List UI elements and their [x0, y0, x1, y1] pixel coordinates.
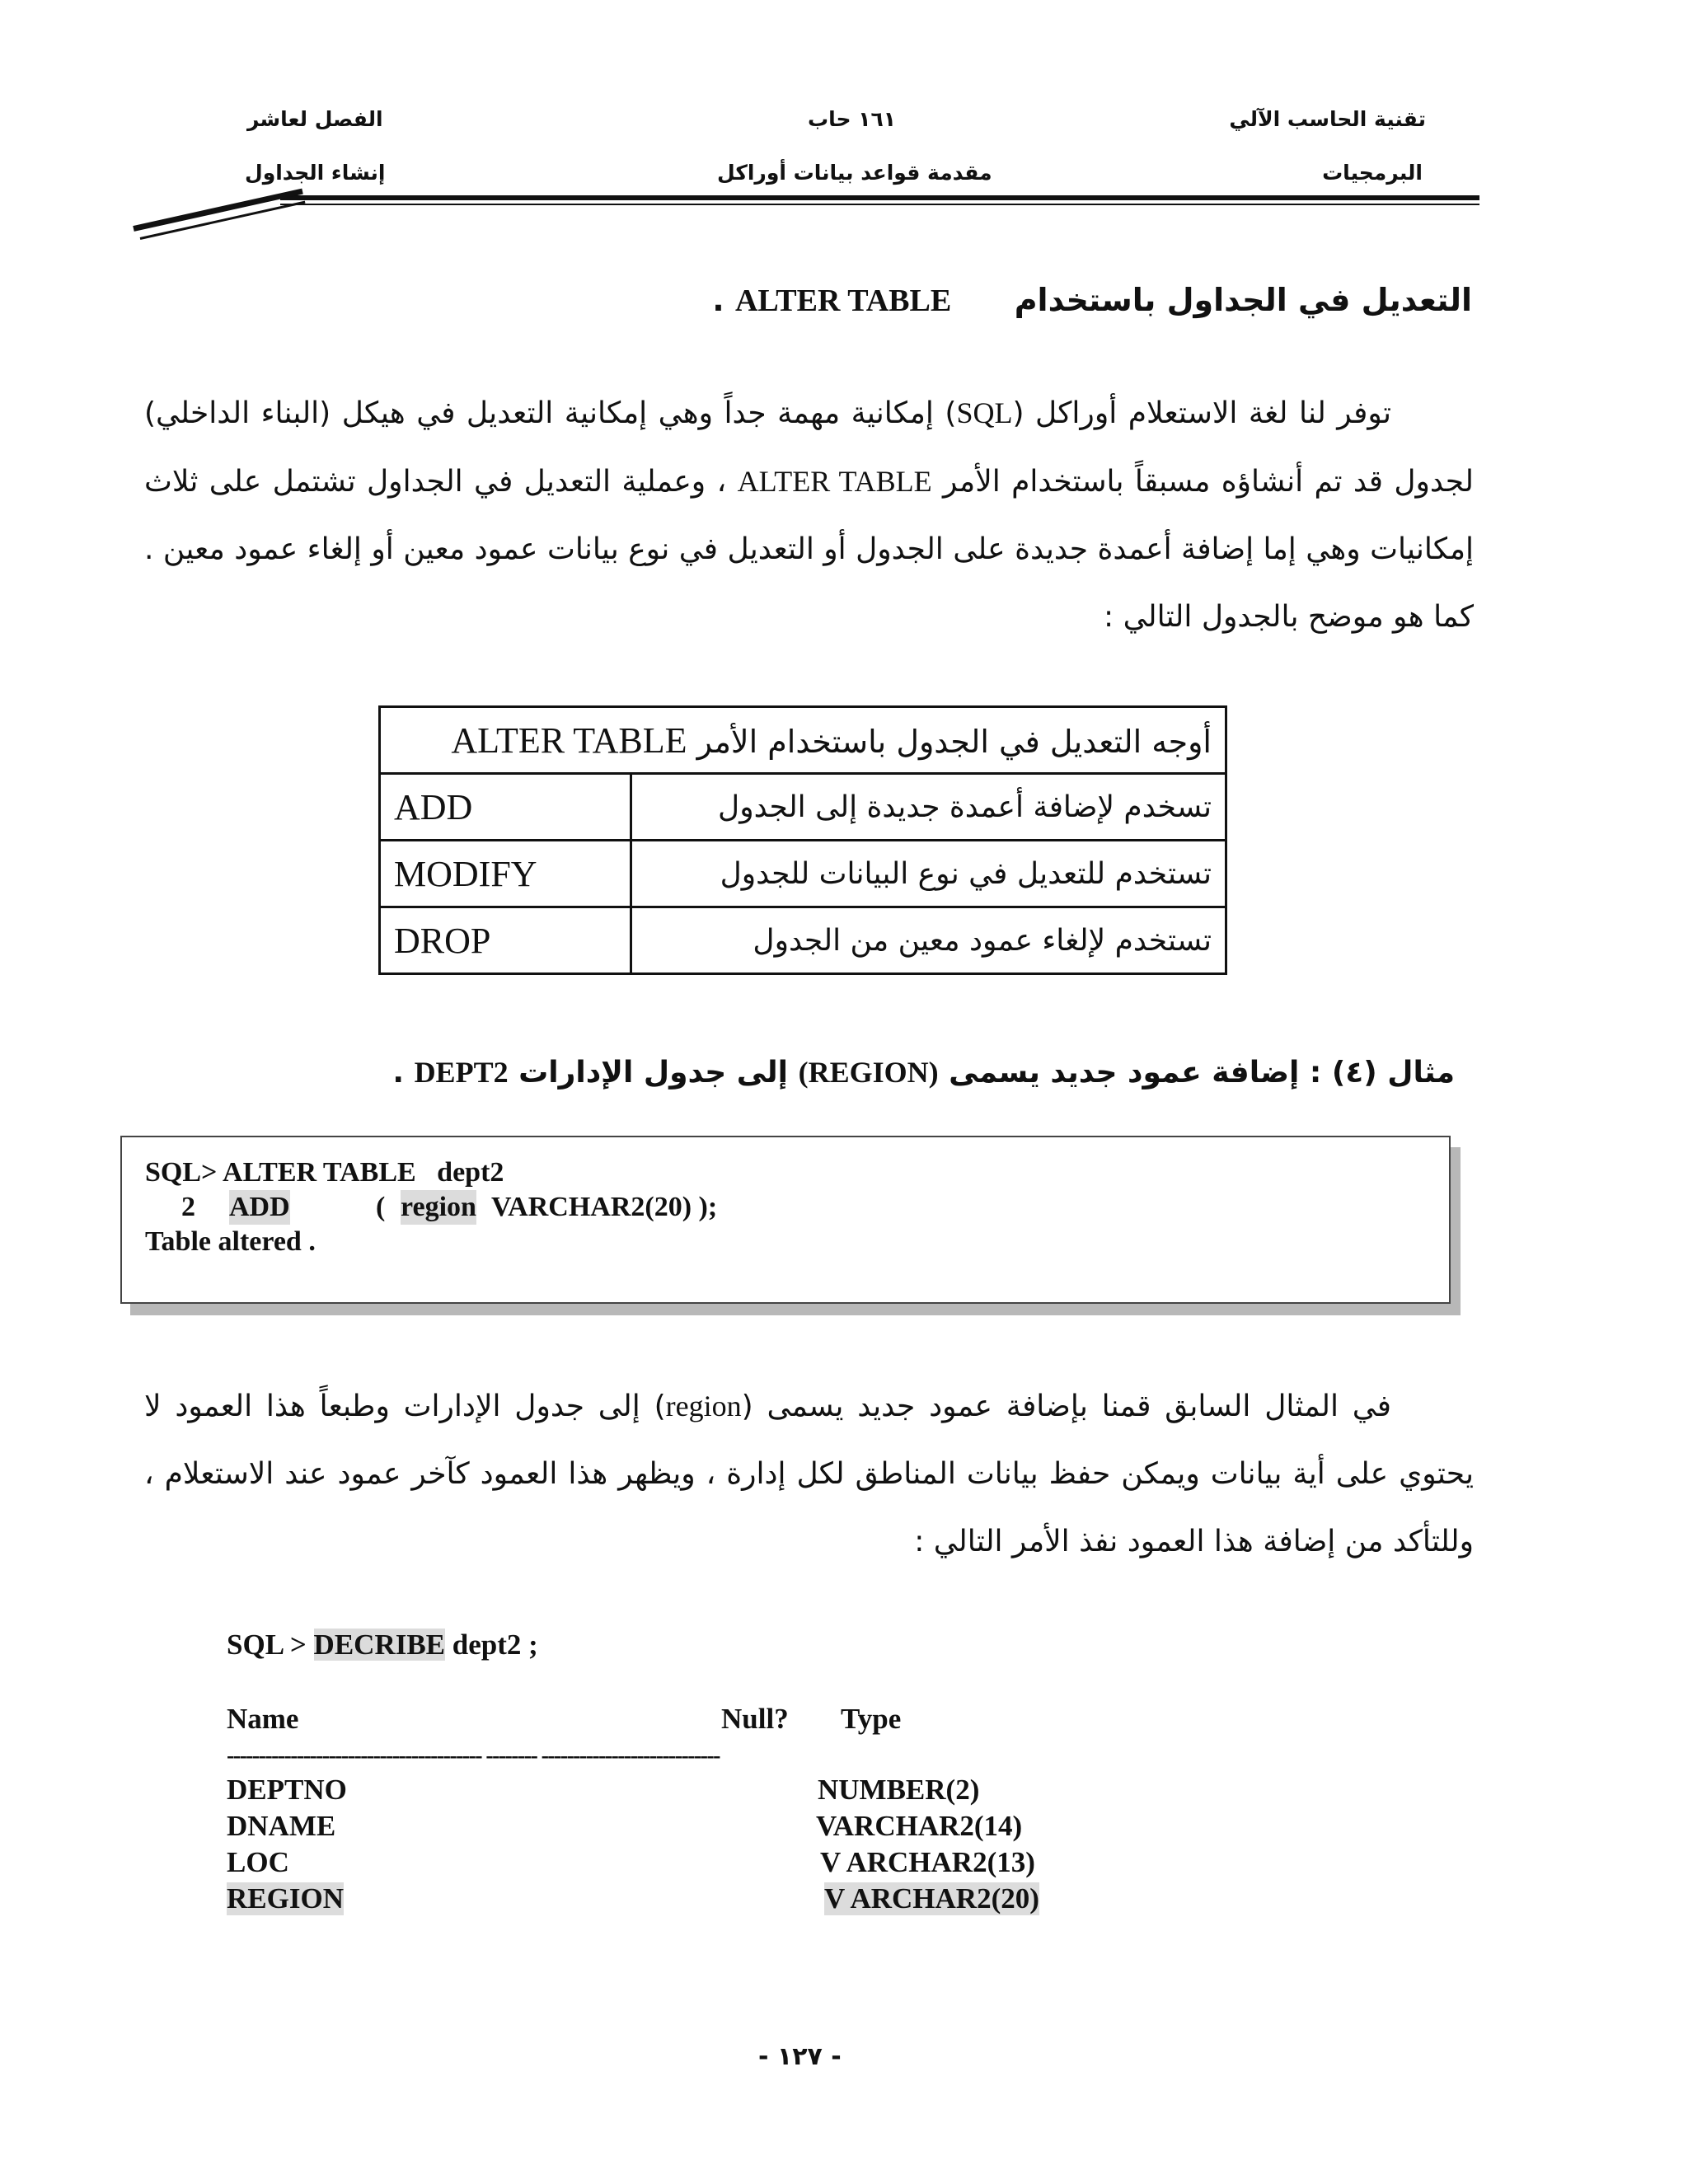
table-row [380, 774, 1226, 841]
describe-col-type: Type [841, 1703, 902, 1735]
describe-row-name: DEPTNO [227, 1774, 347, 1806]
header-course-title: مقدمة قواعد بيانات أوراكل [717, 161, 992, 185]
alter-options-header [380, 707, 1226, 774]
section-title-command: ALTER TABLE [734, 284, 952, 318]
explanation-paragraph [144, 1372, 1474, 1576]
desc-add: تسخدم لإضافة أعمدة جديدة إلى الجدول [631, 774, 1226, 841]
example-text-1: إضافة عمود جديد يسمى [949, 1056, 1300, 1090]
describe-row-name: DNAME [227, 1810, 336, 1842]
header-rule-thick [280, 195, 1479, 200]
describe-col-null: Null? [721, 1703, 789, 1735]
header-subject: تقنية الحاسب الآلي [1229, 107, 1426, 131]
explanation-text-2: ) إلى جدول الإدارات وطبعاً هذا العمود لا يحتوي على أية بيانات ويمكن حفظ بيانات المناطق لكل إدارة ، ويظهر هذا العمود كآخر عمود عند الاستعلام ، وللتأكد من إضافة هذا العمود نفذ الأمر التالي : [144, 1390, 1474, 1558]
example-label: مثال (٤) : [1309, 1056, 1455, 1090]
section-title [712, 282, 1472, 319]
describe-row-name: LOC [227, 1846, 289, 1878]
header-course-code: ١٦١ حاب [808, 107, 897, 131]
desc-modify: تستخدم للتعديل في نوع البيانات للجدول [631, 841, 1226, 907]
header-chapter-title: إنشاء الجداول [245, 161, 386, 185]
code-line-1: SQL> ALTER TABLE dept2 [145, 1157, 504, 1188]
describe-row-type: NUMBER(2) [818, 1774, 980, 1806]
intro-sql: SQL [956, 396, 1013, 429]
header-slant-thick [133, 189, 303, 232]
section-title-arabic: التعديل في الجداول باستخدام [1014, 282, 1472, 318]
describe-col-name: Name [227, 1703, 299, 1735]
code-line-3: Table altered . [145, 1226, 316, 1257]
describe-row-type: V ARCHAR2(20) [824, 1882, 1039, 1915]
code-line-2-rest: VARCHAR2(20) ); [491, 1192, 718, 1222]
intro-text-1: توفر لنا لغة الاستعلام أوراكل ( [1012, 396, 1392, 430]
table-row [380, 841, 1226, 907]
section-title-period: . [712, 282, 724, 318]
page-number: - ١٢٧ - [758, 2042, 842, 2071]
code-line-2-add: ADD [229, 1190, 290, 1225]
intro-alter-table: ALTER TABLE [737, 465, 932, 498]
header-rule-thin [280, 204, 1479, 205]
example-text-2: إلى جدول الإدارات [518, 1056, 789, 1090]
example-dept2: DEPT2 [414, 1056, 509, 1089]
example-period: . [392, 1056, 405, 1090]
describe-row-name: REGION [227, 1882, 344, 1915]
intro-text-2: ) إمكانية مهمة جداً وهي إمكانية التعديل في هيكل (البناء الداخلي) لجدول قد تم أنشاؤه مسبقاً باستخدام الأمر [144, 396, 1474, 499]
header-department: البرمجيات [1322, 161, 1423, 185]
example-heading [392, 1055, 1455, 1090]
explanation-region: region [665, 1390, 742, 1422]
table-row [380, 907, 1226, 974]
alter-options-header-text: أوجه التعديل في الجدول باستخدام الأمر [696, 723, 1212, 760]
intro-paragraph [144, 379, 1474, 651]
code-box [120, 1136, 1451, 1304]
describe-keyword: DECRIBE [313, 1629, 446, 1661]
explanation-text-1: في المثال السابق قمنا بإضافة عمود جديد يسمى ( [741, 1390, 1391, 1423]
code-line-2-region: region [401, 1190, 476, 1225]
describe-prompt: SQL > [227, 1629, 314, 1661]
keyword-modify: MODIFY [380, 841, 631, 907]
alter-options-table [378, 705, 1227, 975]
describe-row-type: V ARCHAR2(13) [820, 1846, 1035, 1878]
describe-arg: dept2 ; [445, 1629, 538, 1661]
intro-text-3: ، وعملية التعديل في الجداول تشتمل على ثلاث إمكانيات وهي إما إضافة أعمدة جديدة على الجدول أو التعديل في نوع بيانات عمود معين أو إلغاء عمود معين . كما هو موضح بالجدول التالي : [144, 465, 1474, 634]
code-line-2-open: ( [376, 1192, 386, 1222]
alter-options-header-row [380, 707, 1226, 774]
describe-separator: ---------------------------------------- -------- ---------------------------- [227, 1743, 720, 1769]
desc-drop: تستخدم لإلغاء عمود معين من الجدول [631, 907, 1226, 974]
keyword-drop: DROP [380, 907, 631, 974]
keyword-add: ADD [380, 774, 631, 841]
code-line-2-num: 2 [181, 1192, 195, 1222]
header-chapter: الفصل لعاشر [247, 107, 383, 131]
describe-command [227, 1629, 538, 1661]
describe-row-type: VARCHAR2(14) [816, 1810, 1023, 1842]
example-region: (REGION) [798, 1056, 939, 1089]
alter-options-header-cmd: ALTER TABLE [451, 719, 687, 761]
